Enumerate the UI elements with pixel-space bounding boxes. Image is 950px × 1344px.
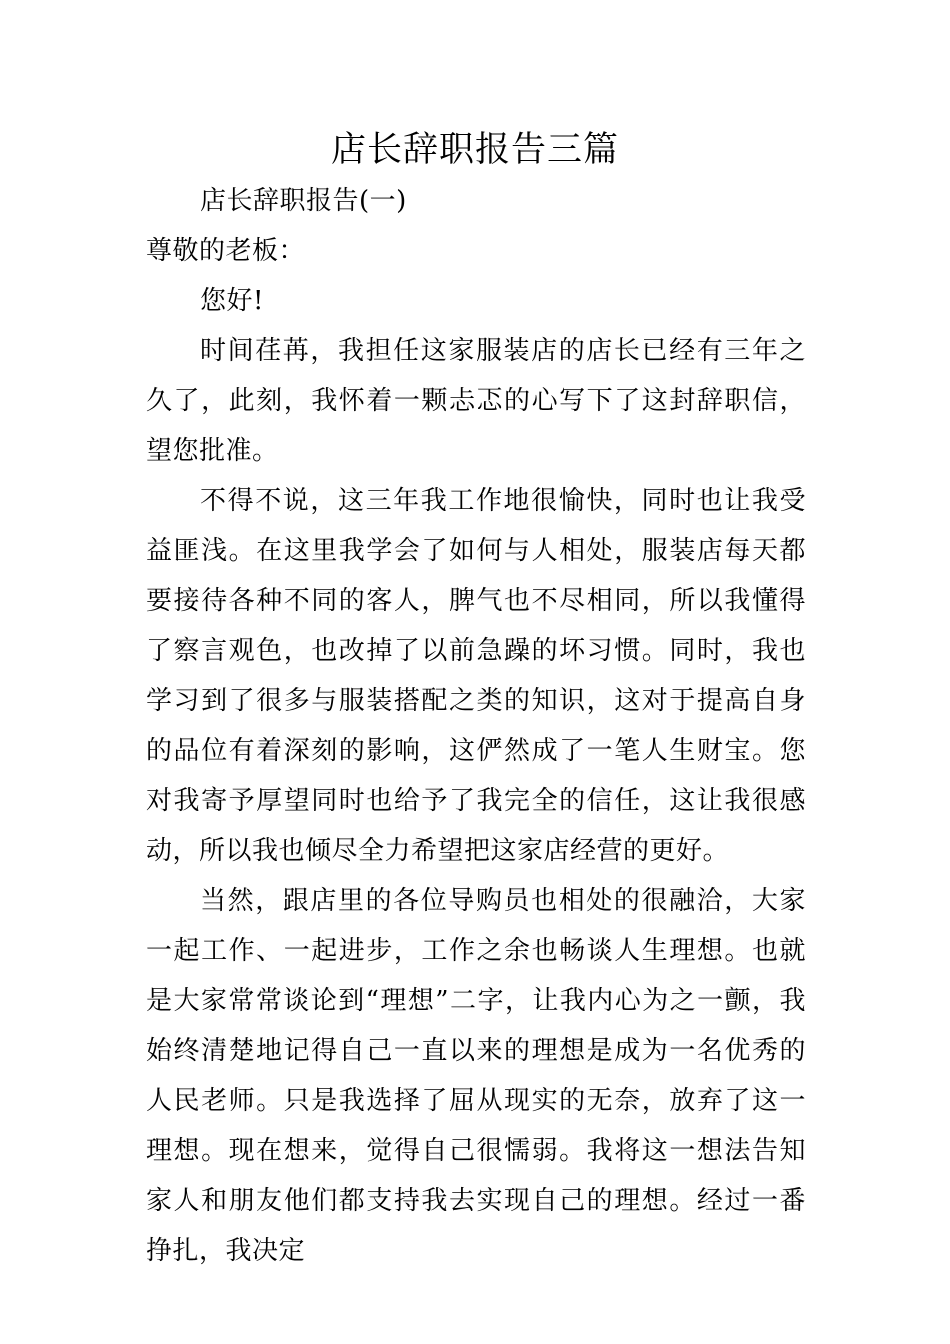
section-heading: 店长辞职报告(一) [200,186,407,216]
salutation: 尊敬的老板： [146,236,306,266]
greeting: 您好! [200,286,264,316]
document-body [146,176,806,1276]
paragraph-1: 时间荏苒，我担任这家服装店的店长已经有三年之久了，此刻，我怀着一颗忐忑的心写下了这封辞职信，望您批准。 [146,336,806,466]
paragraph-3: 当然，跟店里的各位导购员也相处的很融洽，大家一起工作、一起进步，工作之余也畅谈人生理想。也就是大家常常谈论到“理想”二字，让我内心为之一颤，我始终清楚地记得自己一直以来的理想是成为一名优秀的人民老师。只是我选择了屈从现实的无奈，放弃了这一理想。现在想来，觉得自己很懦弱。我将这一想法告知家人和朋友他们都支持我去实现自己的理想。经过一番挣扎，我决定 [146,886,806,1266]
paragraph-2: 不得不说，这三年我工作地很愉快，同时也让我受益匪浅。在这里我学会了如何与人相处，服装店每天都要接待各种不同的客人，脾气也不尽相同，所以我懂得了察言观色，也改掉了以前急躁的坏习惯。同时，我也学习到了很多与服装搭配之类的知识，这对于提高自身的品位有着深刻的影响，这俨然成了一笔人生财宝。您对我寄予厚望同时也给予了我完全的信任，这让我很感动，所以我也倾尽全力希望把这家店经营的更好。 [146,486,806,866]
document-title: 店长辞职报告三篇 [330,130,619,170]
